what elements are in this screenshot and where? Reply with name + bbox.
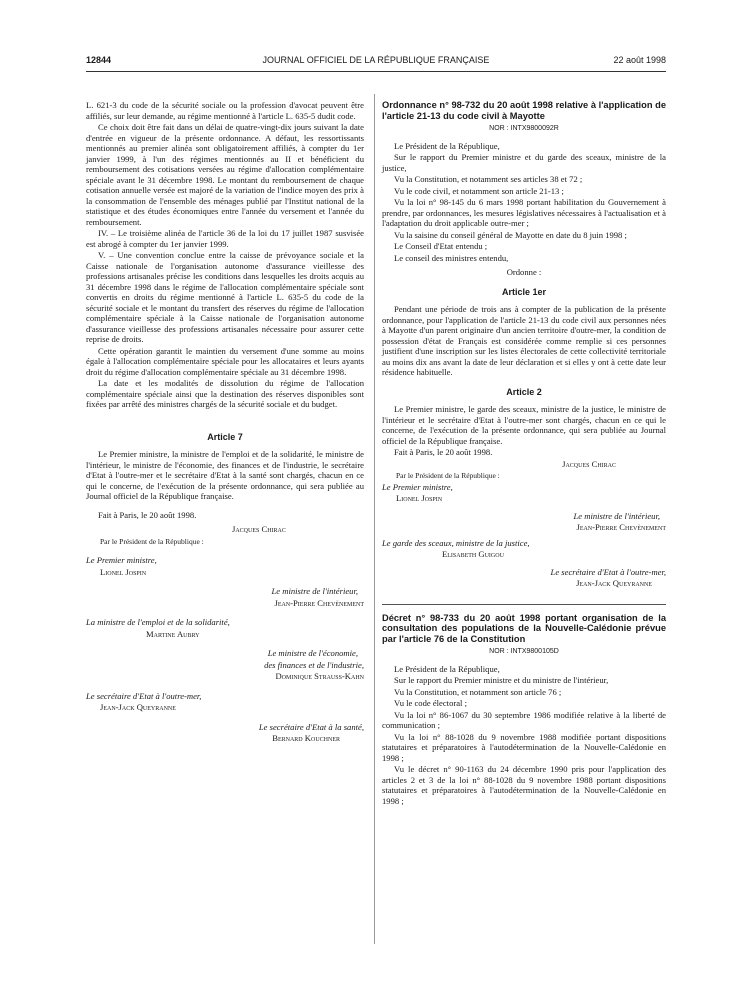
paragraph: Vu la saisine du conseil général de Mayotte en date du 8 juin 1998 ; xyxy=(394,229,627,240)
signatory-name: Lionel Jospin xyxy=(100,566,147,577)
signatory-name: Elisabeth Guigou xyxy=(442,549,504,559)
nor-reference: NOR : INTX9800092R xyxy=(489,125,559,132)
paragraph: La date et les modalités de dissolution du régime de l'allocation complémentaire spéciale ainsi que la destination des réserves disponibles sont fixées par arrêté des ministres chargés de la sécurité sociale et du budget. xyxy=(86,378,364,409)
column-divider xyxy=(374,94,375,944)
paragraph: Le Président de la République, xyxy=(394,140,500,151)
signatory-title: Le garde des sceaux, ministre de la justice, xyxy=(382,537,530,548)
section-separator xyxy=(382,604,666,605)
signatory-title: Le secrétaire d'Etat à la santé, xyxy=(258,721,364,732)
paragraph: V. – Une convention conclue entre la caisse de prévoyance sociale et la Caisse nationale de l'organisation autonome d'assurance vieillesse des professions artisanales précise les conditions dans lesquelles les droits acquis au 31 décembre 1998 dans le régime de l'allocation complémentaire spéciale sont convertis en droits du régime mentionné à l'article L. 635-5 du code de la sécurité sociale et le montant du transfert des réserves du régime de l'allocation complémentaire spéciale à la Caisse nationale de l'organisation autonome d'assurance vieillesse des professions artisanales nécessaire pour assurer cette reprise de droits. xyxy=(86,250,364,344)
signatory-name: Jean-Jack Queyranne xyxy=(576,578,652,588)
paragraph: Cette opération garantit le maintien du versement d'une somme au moins égale à l'allocation complémentaire spéciale pour les allocataires et leurs ayants droit du régime d'allocation complémentaire spéciale au 31 décembre 1998. xyxy=(86,345,364,377)
right-column xyxy=(382,100,666,807)
signatory-name: Jacques Chirac xyxy=(562,458,616,469)
left-column xyxy=(86,100,364,745)
paragraph: Vu le code électoral ; xyxy=(394,698,467,708)
paragraph: L. 621-3 du code de la sécurité sociale ou la profession d'avocat peuvent être affiliés, sur leur demande, au régime mentionné à l'article L. 635-5 dudit code. xyxy=(86,100,364,121)
paragraph: Le Premier ministre, le garde des sceaux, ministre de la justice, le ministre de l'intérieur et le secrétaire d'Etat à l'outre-mer sont chargés, chacun en ce qui le concerne, de l'exécution de la présente ordonnance, qui sera publiée au Journal officiel de la République française. xyxy=(382,404,666,446)
ordonne: Ordonne : xyxy=(506,267,542,277)
article-heading: Article 7 xyxy=(207,431,243,442)
paragraph: Sur le rapport du Premier ministre et du ministre de l'intérieur, xyxy=(394,675,609,685)
signatory-title: Le Premier ministre, xyxy=(86,555,157,565)
signatory-title: La ministre de l'emploi et de la solidarité, xyxy=(86,617,230,627)
paragraph: Vu la Constitution, et notamment son article 76 ; xyxy=(394,686,562,697)
signatory-title: des finances et de l'industrie, xyxy=(264,659,364,670)
article-heading: Article 1er xyxy=(501,286,547,297)
signatory-intro: Par le Président de la République : xyxy=(100,536,204,546)
signature-block xyxy=(382,459,666,590)
paragraph: Le conseil des ministres entendu, xyxy=(394,252,509,263)
paragraph: Vu la Constitution, et notamment ses articles 38 et 72 ; xyxy=(394,174,583,184)
signatory-title: Le ministre de l'économie, xyxy=(267,648,358,658)
decret-title: Décret n° 98-733 du 20 août 1998 portant organisation de la consultation des populations de la Nouvelle-Calédonie prévue par l'article 76 de la Constitution xyxy=(382,612,666,644)
signatory-title: Le Premier ministre, xyxy=(382,481,453,492)
paragraph: IV. – Le troisième alinéa de l'article 36 de la loi du 17 juillet 1987 susvisée est abrogé à compter du 1er janvier 1999. xyxy=(86,228,364,249)
paragraph: Vu la loi n° 86-1067 du 30 septembre 1986 modifiée relative à la liberté de communication ; xyxy=(382,709,666,730)
signatory-name: Jean-Pierre Chevènement xyxy=(274,597,364,608)
paragraph: Le Conseil d'Etat entendu ; xyxy=(394,241,488,251)
fait-a-paris: Fait à Paris, le 20 août 1998. xyxy=(98,509,197,520)
signatory-name: Jean-Jack Queyranne xyxy=(100,702,176,712)
signatory-title: Le ministre de l'intérieur, xyxy=(271,586,358,596)
paragraph: Pendant une période de trois ans à compter de la publication de la présente ordonnance, pour l'application de l'article 21-13 du code civil aux personnes nées à Mayotte d'un parent originaire d'un ancien territoire d'outre-mer, la condition de possession d'état de Français est considérée comme remplie si ces personnes justifient d'une inscription sur les listes électorales de cette collectivité territoriale au moins dix ans avant la date de leur déclaration et si elles y ont à cette date leur résidence habituelle. xyxy=(382,304,666,377)
paragraph: Vu le décret n° 90-1163 du 24 décembre 1990 pris pour l'application des articles 2 et 3 de la loi n° 88-1028 du 9 novembre 1988 portant dispositions statutaires et préparatoires à l'autodétermination de la Nouvelle-Calédonie en 1998 ; xyxy=(382,764,666,806)
signatory-name: Jean-Pierre Chevènement xyxy=(576,522,666,532)
signatory-title: Le ministre de l'intérieur, xyxy=(573,510,660,521)
page-header xyxy=(86,55,666,69)
signatory-name: Jacques Chirac xyxy=(232,524,286,534)
issue-date: 22 août 1998 xyxy=(613,55,666,65)
header-rule xyxy=(86,71,666,72)
page-number: 12844 xyxy=(86,55,112,65)
signature-block xyxy=(86,524,364,745)
paragraph: Ce choix doit être fait dans un délai de quatre-vingt-dix jours suivant la date d'entrée en vigueur de la présente ordonnance. A défaut, les ressortissants mentionnés au premier alinéa sont obligatoirement affiliés, à compter du 1er janvier 1999, à l'un des régimes mentionnés au II et bénéficient du remboursement des cotisations versées au régime d'allocation complémentaire spéciale avant le 31 décembre 1998. Le montant du remboursement de chaque cotisation annuelle versée est majoré de la variation de l'indice moyen des prix à la consommation de l'ensemble des ménages publié par l'Institut national de la statistique et des études économiques entre l'année du versement et l'année du remboursement. xyxy=(86,122,364,227)
nor-reference: NOR : INTX9800105D xyxy=(489,648,559,655)
paragraph: Vu la loi n° 98-145 du 6 mars 1998 portant habilitation du Gouvernement à prendre, par ordonnances, les mesures législatives nécessaires à l'actualisation et à l'adaptation du droit applicable outre-mer ; xyxy=(382,197,666,228)
signatory-title: Le secrétaire d'Etat à l'outre-mer, xyxy=(86,690,202,701)
paragraph: Vu le code civil, et notamment son article 21-13 ; xyxy=(394,185,564,196)
paragraph: Sur le rapport du Premier ministre et du garde des sceaux, ministre de la justice, xyxy=(382,152,666,173)
paragraph: Vu la loi n° 88-1028 du 9 novembre 1988 modifiée portant dispositions statutaires et préparatoires à l'autodétermination de la Nouvelle-Calédonie en 1998 ; xyxy=(382,731,666,763)
signatory-intro: Par le Président de la République : xyxy=(396,471,500,480)
fait-a-paris: Fait à Paris, le 20 août 1998. xyxy=(394,447,493,457)
ordonnance-title: Ordonnance n° 98-732 du 20 août 1998 relative à l'application de l'article 21-13 du code civil à Mayotte xyxy=(382,100,666,121)
article-heading: Article 2 xyxy=(506,386,542,397)
signatory-name: Lionel Jospin xyxy=(396,493,443,503)
signatory-name: Martine Aubry xyxy=(146,628,200,639)
signatory-title: Le secrétaire d'Etat à l'outre-mer, xyxy=(550,566,666,577)
signatory-name: Bernard Kouchner xyxy=(272,733,340,743)
signatory-name: Dominique Strauss-Kahn xyxy=(275,671,364,681)
paragraph: Le Premier ministre, la ministre de l'emploi et de la solidarité, le ministre de l'intérieur, le ministre de l'économie, des finances et de l'industrie, le secrétaire d'Etat à l'outre-mer et le secrétaire d'Etat à la santé sont chargés, chacun en ce qui le concerne, de l'exécution de la présente ordonnance, qui sera publiée au Journal officiel de la République française. xyxy=(86,449,364,501)
journal-title: JOURNAL OFFICIEL DE LA RÉPUBLIQUE FRANÇAISE xyxy=(262,55,490,65)
paragraph: Le Président de la République, xyxy=(394,663,500,674)
